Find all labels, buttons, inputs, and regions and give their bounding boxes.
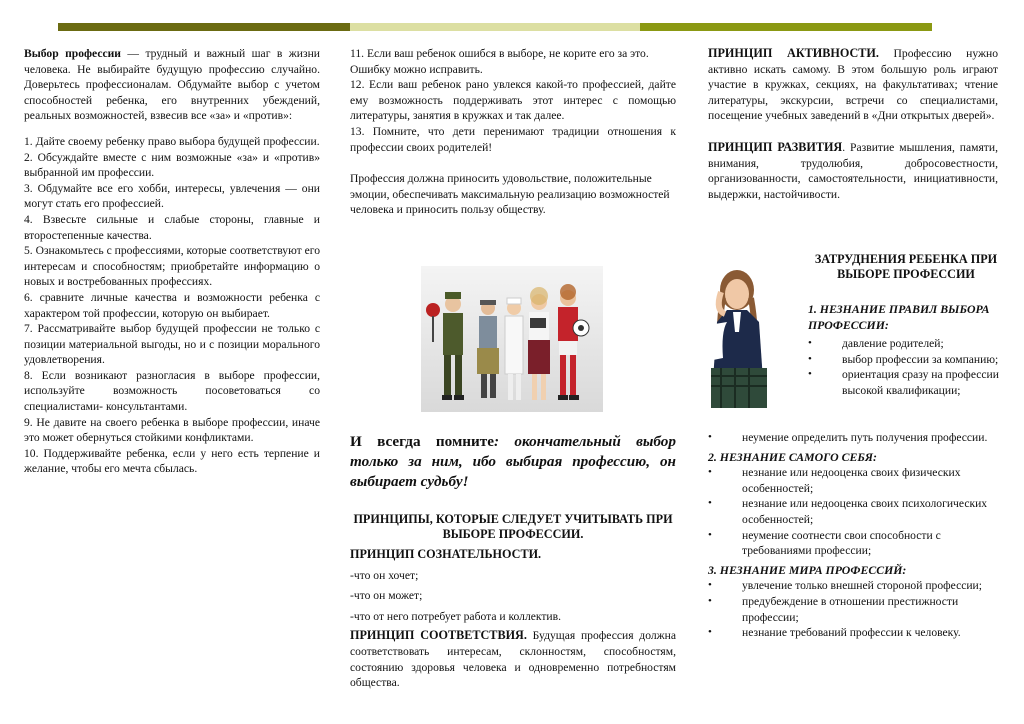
bullet-icon: • bbox=[708, 431, 712, 443]
bullet-icon: • bbox=[708, 466, 712, 479]
difficulty-item bbox=[808, 352, 1004, 368]
girl-thinking-image bbox=[697, 262, 803, 414]
top-decorative-bar bbox=[58, 23, 932, 31]
column-middle-lower bbox=[350, 432, 676, 691]
difficulties-heading: ЗАТРУДНЕНИЯ РЕБЕНКА ПРИ ВЫБОРЕ ПРОФЕССИИ bbox=[814, 252, 998, 281]
difficulty-text: давление родителей; bbox=[842, 337, 944, 351]
bullet-icon: • bbox=[808, 352, 812, 365]
difficulty-text: неумение определить путь получения профессии. bbox=[742, 431, 988, 444]
difficulty-item bbox=[708, 594, 998, 625]
consciousness-line: -что он может; bbox=[350, 589, 423, 603]
difficulty-item bbox=[708, 625, 998, 641]
activity-text: Профессию нужно активно искать самому. В этом большую роль играют участие в кружках, секциях, на факультативах; чтение литературы, экскурсии, встречи со специалистами, посещение учебных заведений в «Дни открытых дверей». bbox=[708, 47, 998, 123]
difficulty-item bbox=[708, 430, 998, 446]
bullet-icon: • bbox=[708, 497, 712, 510]
activity-title: ПРИНЦИП АКТИВНОСТИ. bbox=[708, 46, 879, 60]
children-professions-image bbox=[421, 266, 603, 412]
difficulties-lower bbox=[708, 430, 998, 641]
bullet-icon: • bbox=[808, 337, 812, 350]
conformity-paragraph bbox=[350, 628, 676, 690]
advice-item: 12. Если ваш ребенок рано увлекся какой-то профессией, дайте ему возможность поддерживать этот интерес с помощью литературы, занятия в кружках и так далее. bbox=[350, 78, 676, 123]
intro-bold: Выбор профессии bbox=[24, 47, 121, 60]
difficulties-block bbox=[808, 252, 1004, 399]
advice-item: 10. Поддерживайте ребенка, если у него есть терпение и желание, чтобы его мечта сбылась. bbox=[24, 446, 320, 476]
consciousness-title: ПРИНЦИП СОЗНАТЕЛЬНОСТИ. bbox=[350, 547, 542, 561]
bullet-icon: • bbox=[708, 626, 712, 639]
difficulty-text: незнание или недооценка своих физических особенностей; bbox=[742, 466, 961, 495]
profession-paragraph: Профессия должна приносить удовольствие, положительные эмоции, обеспечивать максимальную реализацию возможностей человека и приносить пользу обществу. bbox=[350, 172, 670, 217]
consciousness-line: -что от него потребует работа и коллектив. bbox=[350, 609, 562, 623]
difficulty-text: неумение соотнести свои способности с требованиями профессии; bbox=[742, 528, 941, 558]
advice-item: 8. Если возникают разногласия в выборе профессии, используйте возможность посоветоваться со специалистами- консультантами. bbox=[24, 368, 320, 414]
development-title: ПРИНЦИП РАЗВИТИЯ bbox=[708, 139, 843, 154]
advice-item: 3. Обдумайте все его хобби, интересы, увлечения — они могут стать его профессией. bbox=[24, 181, 320, 211]
top-bar-segment-dark bbox=[58, 23, 350, 31]
top-bar-segment-green bbox=[640, 23, 932, 31]
conformity-title: ПРИНЦИП СООТВЕТСТВИЯ. bbox=[350, 628, 527, 643]
advice-item: 4. Взвесьте сильные и слабые стороны, главные и второстепенные качества. bbox=[24, 212, 320, 242]
advice-item: 5. Ознакомьтесь с профессиями, которые соответствуют его интересам и способностям; приобретайте информацию о новых и востребованных профессиях. bbox=[24, 244, 320, 289]
development-paragraph bbox=[708, 140, 998, 202]
advice-item: 2. Обсуждайте вместе с ним возможные «за» и «против» выбранной им профессии. bbox=[24, 150, 320, 180]
remember-start: И всегда помните bbox=[350, 433, 494, 450]
difficulty-item bbox=[708, 496, 998, 527]
remember-quote bbox=[350, 432, 676, 492]
activity-paragraph bbox=[708, 46, 998, 124]
difficulty-text: выбор профессии за компанию; bbox=[842, 352, 999, 366]
bullet-icon: • bbox=[708, 594, 712, 607]
difficulty-item bbox=[808, 367, 1004, 398]
difficulty-item bbox=[708, 528, 998, 559]
advice-item: 11. Если ваш ребенок ошибся в выборе, не корите его за это. Ошибку можно исправить. bbox=[350, 47, 649, 76]
column-right bbox=[708, 46, 998, 202]
difficulty-item bbox=[708, 578, 998, 594]
difficulty-text: незнание требований профессии к человеку. bbox=[742, 626, 961, 640]
advice-item: 7. Рассматривайте выбор будущей профессии не только с позиции материальной выгоды, но и с позиции морального удовлетворения. bbox=[24, 322, 320, 367]
intro-text: — трудный и важный шаг в жизни человека. Не выбирайте будущую профессию случайно. Доверьтесь профессионалам. Обдумайте выбор с учетом способностей ребенка, его внутренних убеждений, реальных возможностей, взвесив все «за» и «против»: bbox=[24, 47, 320, 123]
difficulty-item bbox=[708, 465, 998, 496]
difficulty-item bbox=[808, 336, 1004, 352]
advice-item: 6. сравните личные качества и возможности ребенка с характером той профессии, которую он выбирает. bbox=[24, 290, 320, 320]
remember-rest: : окончательный выбор только за ним, ибо выбирая профессию, он выбирает судьбу! bbox=[350, 433, 676, 490]
difficulty-text: предубеждение в отношении престижности профессии; bbox=[742, 594, 959, 624]
bullet-icon: • bbox=[808, 368, 812, 381]
bullet-icon: • bbox=[708, 579, 712, 592]
difficulty-text: ориентация сразу на профессии высокой квалификации; bbox=[842, 368, 999, 397]
top-bar-segment-light bbox=[350, 23, 640, 31]
group3-title: 3. НЕЗНАНИЕ МИРА ПРОФЕССИЙ: bbox=[708, 562, 907, 577]
intro-paragraph bbox=[24, 46, 320, 124]
advice-item: 9. Не давите на своего ребенка в выборе профессии, иначе это может обернуться стойкими конфликтами. bbox=[24, 415, 320, 445]
column-left bbox=[24, 46, 320, 477]
column-middle bbox=[350, 46, 676, 218]
principles-heading: ПРИНЦИПЫ, КОТОРЫЕ СЛЕДУЕТ УЧИТЫВАТЬ ПРИ ВЫБОРЕ ПРОФЕССИИ. bbox=[353, 512, 673, 541]
advice-item: 13. Помните, что дети перенимают традиции отношения к профессии своих родителей! bbox=[350, 124, 676, 154]
group2-title: 2. НЕЗНАНИЕ САМОГО СЕБЯ: bbox=[708, 449, 877, 464]
consciousness-line: -что он хочет; bbox=[350, 568, 419, 582]
advice-item: 1. Дайте своему ребенку право выбора будущей профессии. bbox=[24, 134, 320, 148]
difficulty-text: увлечение только внешней стороной профессии; bbox=[742, 579, 982, 593]
group1-title: 1. НЕЗНАНИЕ ПРАВИЛ ВЫБОРА ПРОФЕССИИ: bbox=[808, 302, 990, 332]
difficulty-text: незнание или недооценка своих психологических особенностей; bbox=[742, 497, 988, 526]
bullet-icon: • bbox=[708, 528, 712, 541]
conformity-text: Будущая профессия должна соответствовать интересам, склонностям, способностям, состоянию здоровья человека и одновременно потребностям общества. bbox=[350, 629, 676, 690]
development-text: . Развитие мышления, памяти, внимания, трудолюбия, добросовестности, организованности, самостоятельности, инициативности, выдержки, настойчивости. bbox=[708, 140, 998, 201]
